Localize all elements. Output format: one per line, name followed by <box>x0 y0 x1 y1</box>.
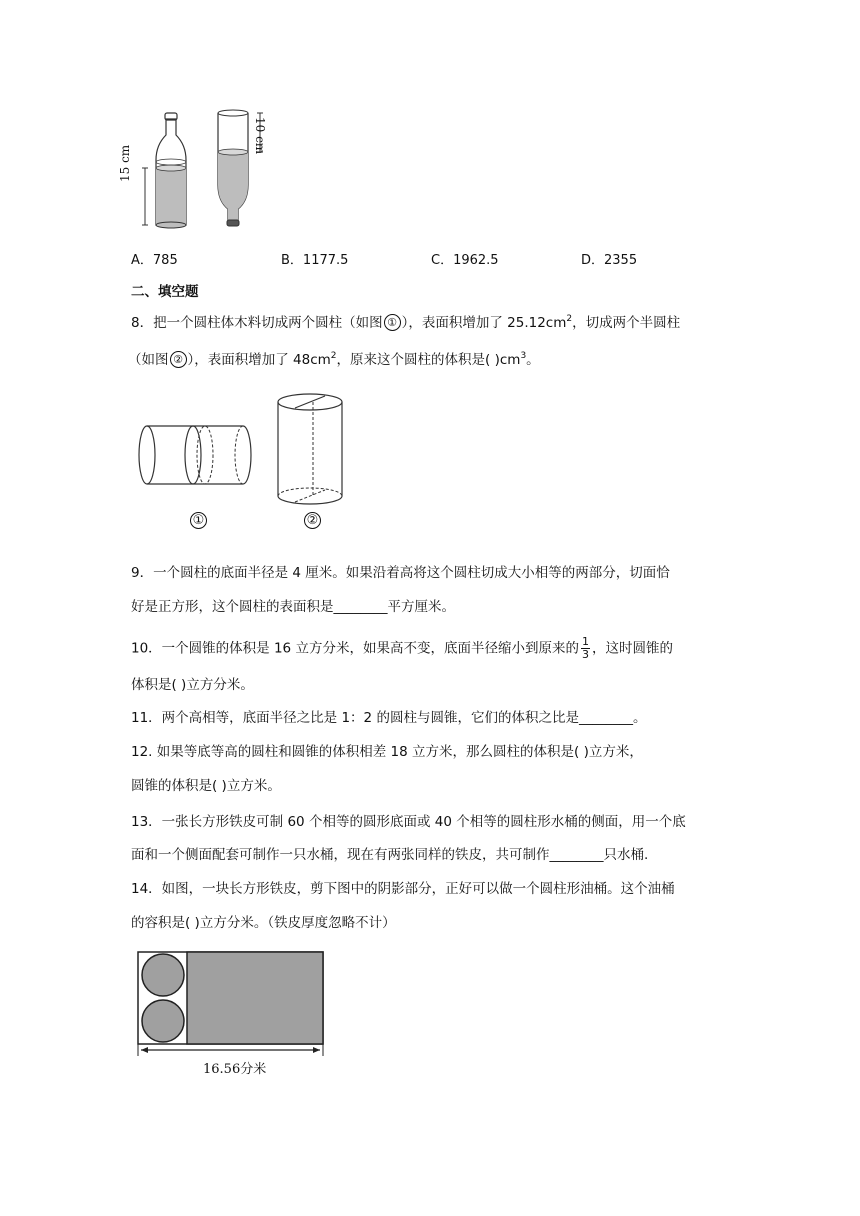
figure-2-mark: ② <box>170 351 187 368</box>
fraction-one-third: $\frac{1}{3}$ <box>581 635 589 661</box>
q10-line1: 10．一个圆锥的体积是 16 立方分米，如果高不变，底面半径缩小到原来的 $\frac{1}{3}$ ，这时圆锥的 <box>131 635 673 661</box>
q11-line1: 11．两个高相等，底面半径之比是 1：2 的圆柱与圆锥，它们的体积之比是________。 <box>131 710 647 726</box>
right-bottle-height-label: 10 cm <box>253 117 267 155</box>
q12-line2: 圆锥的体积是( )立方米。 <box>131 778 281 794</box>
sheet-metal-figure <box>133 948 328 1058</box>
q13-line1: 13．一张长方形铁皮可制 60 个相等的圆形底面或 40 个相等的圆柱形水桶的侧面，用一个底 <box>131 814 686 830</box>
cylinder-cut-figures <box>135 388 355 533</box>
option-d[interactable]: D．2355 <box>581 253 638 268</box>
q9-line2: 好是正方形，这个圆柱的表面积是________平方厘米。 <box>131 599 455 615</box>
figure-2-caption: ② <box>304 512 321 529</box>
q9-line1: 9．一个圆柱的底面半径是 4 厘米。如果沿着高将这个圆柱切成大小相等的两部分，切面恰 <box>131 565 670 581</box>
q13-line2: 面和一个侧面配套可制作一只水桶，现在有两张同样的铁皮，共可制作________只水桶. <box>131 847 649 863</box>
figure-1-mark: ① <box>384 314 401 331</box>
left-bottle-height-label: 15 cm <box>118 144 132 182</box>
q12-line1: 12. 如果等底等高的圆柱和圆锥的体积相差 18 立方米，那么圆柱的体积是( )立方米， <box>131 744 643 760</box>
option-a[interactable]: A．785 <box>131 253 178 268</box>
q8-line2: （如图 ② ），表面积增加了 $48cm^2$，原来这个圆柱的体积是( )$cm^3$。 <box>128 351 540 368</box>
figure-1-caption: ① <box>190 512 207 529</box>
q14-line1: 14．如图，一块长方形铁皮，剪下图中的阴影部分，正好可以做一个圆柱形油桶。这个油桶 <box>131 881 675 897</box>
section-heading: 二、填空题 <box>131 284 199 300</box>
width-dimension-label: 16.56分米 <box>203 1062 267 1077</box>
option-b[interactable]: B．1177.5 <box>281 253 349 268</box>
q8-line1: 8．把一个圆柱体木料切成两个圆柱（如图 ① ），表面积增加了 $25.12cm^2$，切成两个半圆柱 <box>131 314 681 331</box>
option-c[interactable]: C．1962.5 <box>431 253 499 268</box>
q14-line2: 的容积是( )立方分米。（铁皮厚度忽略不计） <box>131 915 396 931</box>
q10-line2: 体积是( )立方分米。 <box>131 677 254 693</box>
